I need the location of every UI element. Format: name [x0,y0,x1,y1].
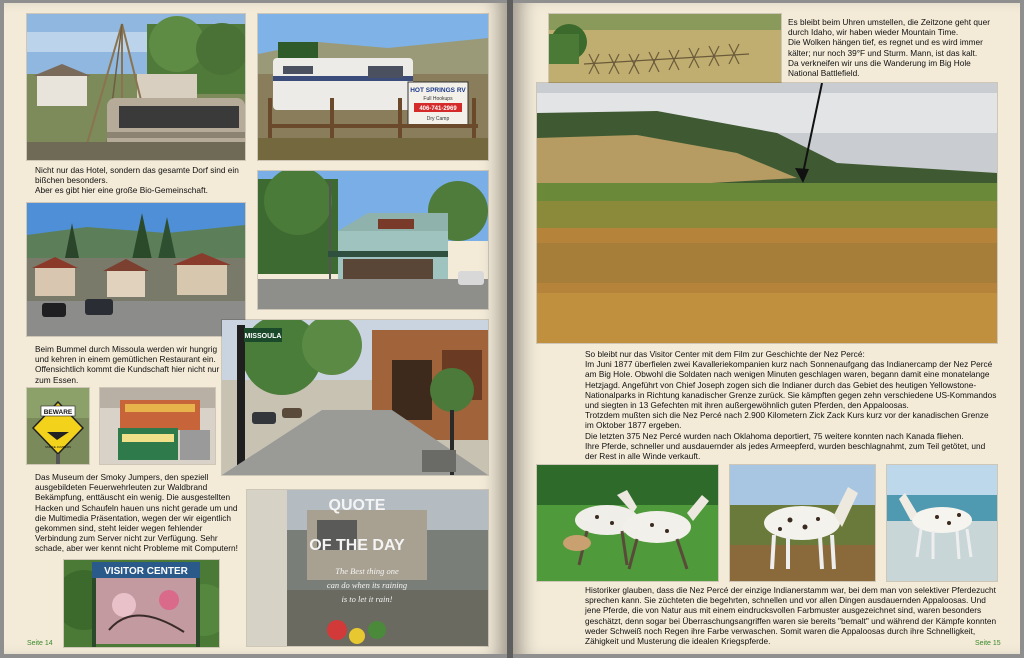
sign-beware-sub: SMOKE JUMPERS [44,445,72,449]
photo-appaloosa-horses-running [537,465,718,581]
sign-hot-springs-title: HOT SPRINGS RV [410,87,466,94]
quote-text-line2: can do when its raining [326,580,408,590]
sign-visitor-center: VISITOR CENTER [104,566,188,577]
photo-beware-sign [27,388,89,464]
caption-missoula [35,344,223,385]
caption-line: Im Juni 1877 überfielen zwei Kavalleriekompanien kurz nach Sonnenaufgang das Indianercamp der Nez Percé am Big Hole. Obwohl die Soldaten nach wenigen Minuten geschlagen waren, begann damit eine monatelange Hetzjagd. Angeführt von Chief Joseph zogen sich die Indianer durch das Gebiet des heutigen Yellowstone-Nationalparks in Richtung kanadischer Grenze zurück. Sie kämpften gegen zehn verschiedene US-Kommandos und siegten in 13 Gefechten mit ihren außergewöhnlich guten Pferden, den Appaloosas. [585,359,997,411]
caption-line: Da verkneifen wir uns die Wanderung im Big Hole National Battlefield. [788,57,971,79]
right-page [513,3,1020,654]
quote-text-line1: The Best thing one [335,566,399,576]
photo-appaloosa-standing [730,465,875,581]
caption-line: Das Museum der Smoky Jumpers, den speziell ausgebildeten Feuerwehrleuten zur Waldbrand Bekämpfung, enttäuscht ein wenig. Die ausgestellten Hacken und Schaufeln hauen uns nicht gerade um und die Multimedia Präsentation, wegen der wir eigentlich gekommen sind, steht leider wegen fehlender Verbindung zum Server nicht zur Verfügung. Sehr schade, aber wer kennt nicht Probleme mit Computern! [35,472,238,554]
page-number-left: Seite 14 [27,640,53,647]
photo-restaurant-building [258,171,488,309]
sign-hot-springs-phone: 406-741-2969 [419,106,457,112]
photo-fence-field [549,14,781,92]
caption-line: So bleibt nur das Visitor Center mit dem Film zur Geschichte der Nez Percé: [585,349,865,359]
sign-hot-springs-dry: Dry Camp [426,116,450,122]
caption-nez-perce [585,349,997,461]
caption-line: Historiker glauben, dass die Nez Percé der einzige Indianerstamm war, bei dem man von selektiver Pferdezucht sprechen kann. Sie züchteten die begehrten, schnellen und vor allen Dingen ausdauernden Appaloosas. Und jene Pferde, die von Natur aus mit einem eindrucksvollen Farbmuster ausgezeichnet sind, waren besonders geschätzt, denn sogar bei Überraschungsangriffen waren sie bereits "bemalt" und während der Kämpfe konnten weder Schweiß noch Regen ihre Farbe verwaschen. Somit waren die Appaloosas durch ihre Schnelligkeit, Zähigkeit und Musterung die idealen Kriegspferde. [585,585,997,647]
caption-hotel-village [35,165,247,196]
photo-big-hole-battlefield [537,83,997,343]
sign-beware: BEWARE [43,409,73,416]
caption-idaho [788,17,998,78]
caption-appaloosa [585,585,997,646]
quote-title-line2: OF THE DAY [309,537,405,554]
photo-rv-hot-springs [258,14,488,160]
caption-line: Aber es gibt hier eine große Bio-Gemeinschaft. [35,185,208,196]
caption-line: Es bleibt beim Uhren umstellen, die Zeitzone geht quer durch Idaho, wir haben wieder Mountain Time. [788,17,991,38]
page-number-right: Seite 15 [975,640,1001,647]
caption-line: Beim Bummel durch Missoula werden wir hungrig und kehren in einem gemütlichen Restaurant ein. [35,344,218,365]
caption-line: Trotzdem mußten sich die Nez Percé nach 2.900 Kilometern Zick Zack Kurs kurz vor der kanadischen Grenze im Oktober 1877 ergeben. [585,410,989,431]
photo-missoula-street [27,203,245,336]
caption-line: Nicht nur das Hotel, sondern das gesamte Dorf sind ein bißchen besonders. [35,165,239,186]
caption-line: Die letzten 375 Nez Percé wurden nach Oklahoma deportiert, 75 weitere konnten nach Kanada fliehen. [585,430,964,441]
quote-title-line1: QUOTE [328,497,386,514]
caption-line: Die Wolken hängen tief, es regnet und es wird immer kälter; nur noch 39°F und Sturm. Mann, ist das kalt. [788,37,983,58]
photo-village-teepee [27,14,245,160]
left-page [4,3,507,654]
photo-appaloosa-beach [887,465,997,581]
caption-line: Ihre Pferde, schneller und ausdauernder als jedes Armeepferd, wurden beschlagnahmt, zum Teil getötet, und der Rest in alle Winde verkauft. [585,440,986,462]
photo-quote-of-the-day [247,490,488,646]
caption-smokejumpers [35,472,245,554]
photo-visitor-center-sign [64,560,219,647]
quote-text-line3: is to let it rain! [341,594,393,604]
caption-line: Offensichtlich kommt die Kundschaft hier nicht nur zum Essen. [35,364,220,385]
photo-museum-exhibit [100,388,215,464]
photo-missoula-downtown [222,320,488,475]
sign-hot-springs-sub: Full Hookups [423,96,453,102]
sign-missoula: MISSOULA [244,333,282,340]
